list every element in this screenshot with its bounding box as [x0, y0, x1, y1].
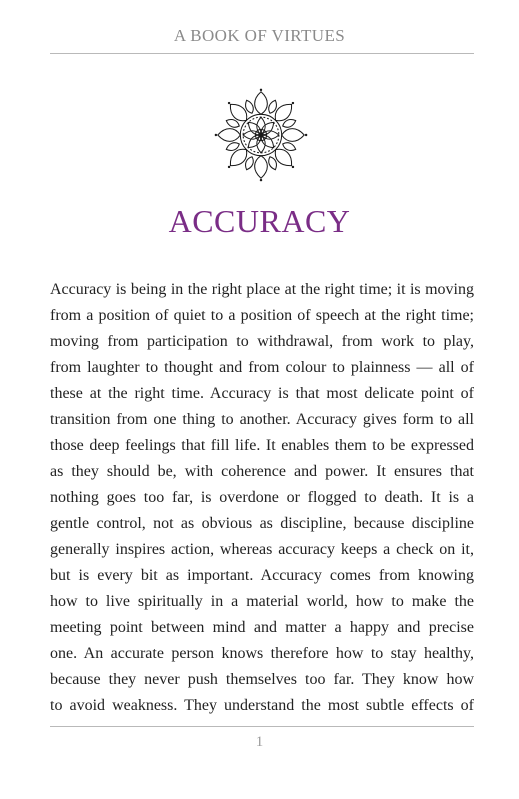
footer-divider	[50, 726, 474, 727]
running-head: A BOOK OF VIRTUES	[173, 26, 346, 45]
body-line: because they never push themselves too far. They know how	[50, 671, 474, 688]
body-line: one. An accurate person knows therefore how to stay healthy,	[50, 645, 474, 662]
chapter-title: ACCURACY	[168, 203, 351, 239]
page-number: 1	[255, 734, 264, 750]
body-line: those deep feelings that fill life. It enables them to be expressed	[50, 437, 474, 454]
body-line: generally inspires action, whereas accuracy keeps a check on it,	[50, 541, 474, 558]
body-line: these at the right time. Accuracy is that most delicate point of	[50, 385, 474, 402]
body-line: moving from participation to withdrawal, from work to play,	[50, 333, 474, 350]
body-line: gentle control, not as obvious as discipline, because discipline	[50, 515, 474, 532]
body-line: from a position of quiet to a position of speech at the right time;	[50, 307, 474, 324]
body-line: to avoid weakness. They understand the most subtle effects of	[50, 697, 474, 714]
body-line: from laughter to thought and from colour to plainness — all of	[50, 359, 474, 376]
body-paragraph	[50, 277, 474, 719]
header-divider	[50, 53, 474, 54]
mandala-icon	[214, 88, 308, 182]
body-line: as they should be, with coherence and power. It ensures that	[50, 463, 474, 480]
body-line: meeting point between mind and matter a happy and precise	[50, 619, 474, 636]
body-line: transition from one thing to another. Accuracy gives form to all	[50, 411, 474, 428]
body-line: how to live spiritually in a material world, how to make the	[50, 593, 474, 610]
body-line: nothing goes too far, is overdone or flogged to death. It is a	[50, 489, 474, 506]
body-line: but is every bit as important. Accuracy comes from knowing	[50, 567, 474, 584]
body-line: Accuracy is being in the right place at the right time; it is moving	[50, 281, 474, 298]
